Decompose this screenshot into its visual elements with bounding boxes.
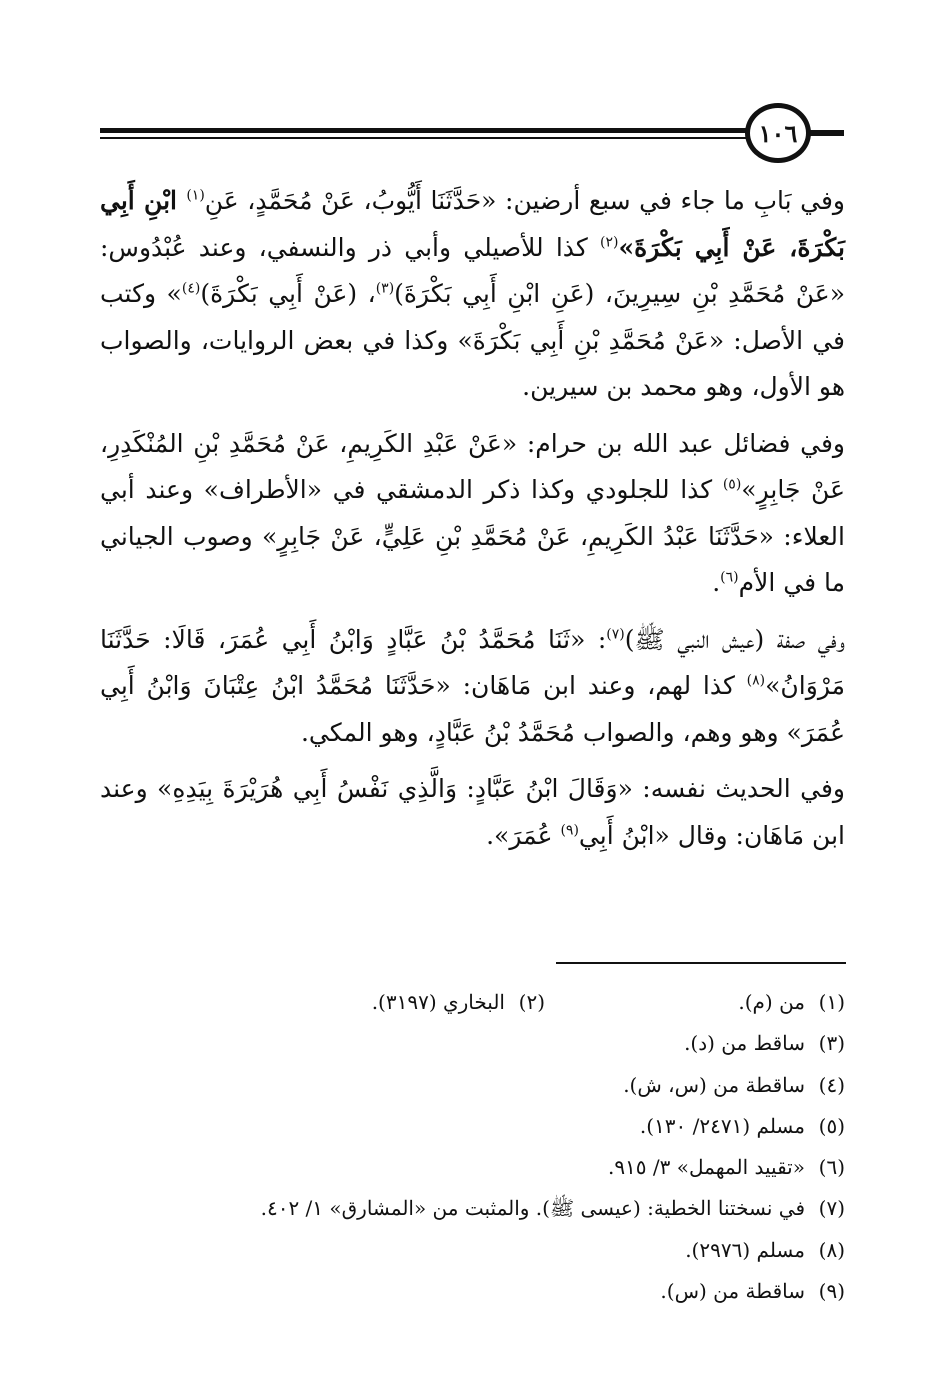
footnote-text: ساقطة من (س، ش).	[623, 1072, 805, 1097]
paragraph-3: وفي صفة (عيش النبي ﷺ)$^{(٧)}$: «ثَنَا مُحَمَّدُ بْنُ عَبَّادٍ وَابْنُ أَبِي عُمَرَ، قَالَا: حَدَّثَنَا مَرْوَانُ»$^{(٨)}$ كذا لهم، وعند ابن مَاهَان: «حَدَّثَنَا مُحَمَّدُ ابْنُ عِتْبَانَ وَابْنُ أَبِي عُمَرَ» وهو وهم، والصواب مُحَمَّدُ بْنُ عَبَّادٍ، وهو المكي.	[100, 624, 845, 747]
header-rule-thick	[100, 128, 750, 133]
footnote-ref-5[interactable]: (٥)	[722, 476, 742, 493]
footnote-text: من (م).	[738, 990, 805, 1014]
footnote-4	[100, 1065, 845, 1106]
footnote-5	[100, 1106, 845, 1147]
footnote-ref-7[interactable]: (٧)	[606, 626, 625, 643]
footnote-text: في نسختنا الخطية: (عيسى ﷺ). والمثبت من «المشارق» ١/ ٤٠٢.	[260, 1196, 805, 1221]
footnote-7	[100, 1188, 845, 1229]
footnote-ref-9[interactable]: (٩)	[560, 822, 579, 839]
footnote-text: مسلم (٢٩٧٦).	[685, 1237, 805, 1262]
footnote-text: ساقطة من (س).	[660, 1279, 805, 1304]
footnote-number: (٥)	[818, 1113, 845, 1138]
footnote-2	[372, 982, 545, 1023]
footnote-6	[100, 1147, 845, 1188]
paragraph-1: وفي بَابِ ما جاء في سبع أرضين: «حَدَّثَنَا أَيُّوبُ، عَنْ مُحَمَّدٍ، عَنِ$^{(١)}$ ابْنِ أَبِي بَكْرَةَ، عَنْ أَبِي بَكْرَةَ»$^{(٢)}$ كذا للأصيلي وأبي ذر والنسفي، وعند عُبْدُوس: «عَنْ مُحَمَّدِ بْنِ سِيرِينَ، (عَنِ ابْنِ أَبِي بَكْرَةَ)$^{(٣)}$، (عَنْ أَبِي بَكْرَةَ)$^{(٤)}$» وكتب في الأصل: «عَنْ مُحَمَّدِ بْنِ أَبِي بَكْرَةَ» وكذا في بعض الروايات، والصواب هو الأول، وهو محمد بن سيرين.	[100, 186, 846, 401]
footnote-number: (٢)	[518, 990, 545, 1014]
footnote-ref-1[interactable]: (١)	[186, 187, 205, 204]
footnote-number: (١)	[818, 990, 845, 1014]
paragraph-4: وفي الحديث نفسه: «وَقَالَ ابْنُ عَبَّادٍ: وَالَّذِي نَفْسُ أَبِي هُرَيْرَةَ بِيَدِهِ» وعند ابن مَاهَان: وقال «ابْنُ أَبِي$^{(٩)}$ عُمَرَ».	[100, 774, 845, 850]
header-rule-right	[808, 130, 844, 136]
footnotes	[100, 982, 845, 1312]
page-number: ١٠٦	[745, 103, 811, 163]
footnote-number: (٤)	[818, 1072, 845, 1097]
footnote-8	[100, 1230, 845, 1271]
footnote-ref-4[interactable]: (٤)	[181, 280, 201, 297]
footnote-number: (٣)	[818, 1031, 845, 1056]
footnote-text: البخاري (٣١٩٧).	[371, 990, 505, 1014]
footnote-number: (٧)	[818, 1196, 845, 1221]
header-rule-thin	[100, 137, 750, 139]
footnote-text: ساقط من (د).	[684, 1031, 805, 1056]
footnote-ref-2[interactable]: (٢)	[600, 234, 619, 251]
footnote-separator	[556, 962, 846, 964]
footnote-ref-6[interactable]: (٦)	[720, 569, 739, 586]
body-text	[100, 178, 845, 869]
paragraph-2: وفي فضائل عبد الله بن حرام: «عَنْ عَبْدِ الكَرِيمِ، عَنْ مُحَمَّدِ بْنِ المُنْكَدِرِ، عَنْ جَابِرٍ»$^{(٥)}$ كذا للجلودي وكذا ذكر الدمشقي في «الأطراف» وعند أبي العلاء: «حَدَّثَنَا عَبْدُ الكَرِيمِ، عَنْ مُحَمَّدِ بْنِ عَلِيٍّ، عَنْ جَابِرٍ» وصوب الجياني ما في الأم$^{(٦)}$.	[100, 428, 845, 597]
footnote-number: (٦)	[818, 1155, 845, 1180]
footnote-3	[100, 1023, 845, 1064]
footnote-1	[545, 982, 845, 1023]
footnote-ref-8[interactable]: (٨)	[746, 672, 766, 689]
footnote-number: (٩)	[818, 1279, 845, 1304]
footnote-ref-3[interactable]: (٣)	[375, 280, 395, 297]
footnote-text: مسلم (٢٤٧١/ ١٣٠).	[639, 1113, 805, 1138]
footnote-text: «تقييد المهمل» ٣/ ٩١٥.	[607, 1155, 805, 1180]
footnote-9	[100, 1271, 845, 1312]
footnote-row	[100, 982, 845, 1023]
footnote-number: (٨)	[818, 1237, 845, 1262]
